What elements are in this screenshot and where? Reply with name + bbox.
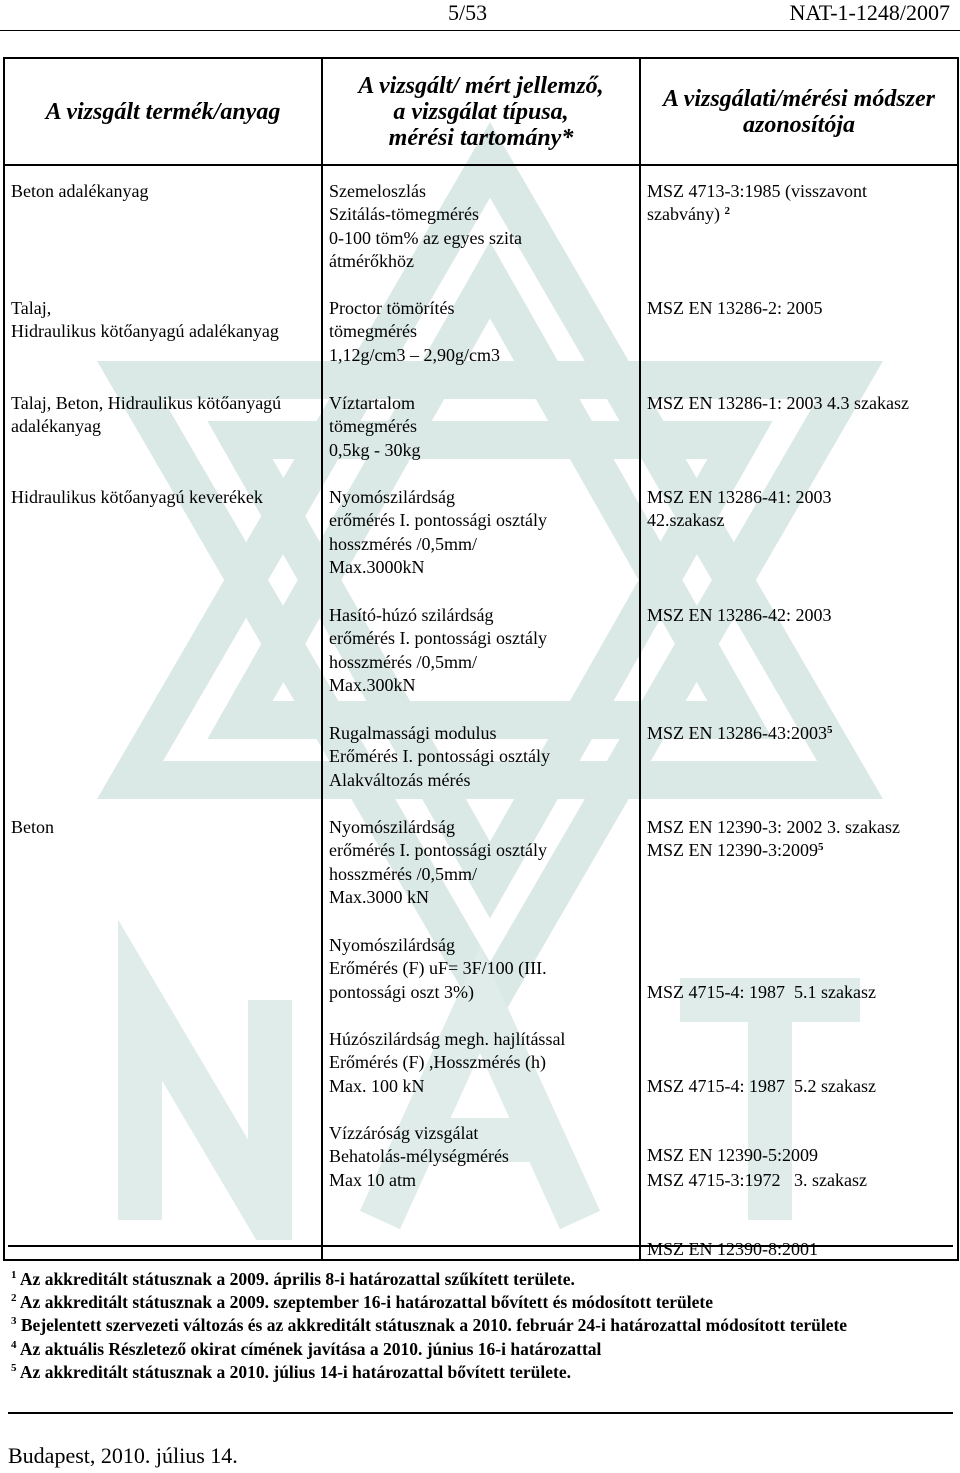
footnote-item: $^1$ Az akkreditált státusznak a 2009. április 8-i határozattal szűkített területe.	[11, 1269, 575, 1289]
footnote-item: $^5$ Az akkreditált státusznak a 2010. július 14-i határozattal bővített területe.	[11, 1361, 571, 1382]
list-item: Rugalmassági modulus Erőmérés I. pontossági osztály Alakváltozás mérés	[329, 723, 550, 790]
methods-column	[640, 165, 958, 1260]
footnote-item: $^4$ Az aktuális Részletező okirat címének javítása a 2010. június 16-i határozattal	[11, 1338, 602, 1359]
list-item: MSZ EN 13286-2: 2005	[647, 298, 823, 318]
column-header-property: A vizsgált/ mért jellemző, a vizsgálat típusa, mérési tartomány*	[322, 58, 640, 165]
list-item: Talaj, Beton, Hidraulikus kötőanyagú adalékanyag	[11, 393, 282, 437]
list-item: MSZ 4715-4: 1987 5.2 szakasz MSZ EN 12390-5:2009	[647, 1075, 876, 1166]
list-item: MSZ 4713-3:1985 (visszavont szabvány) $^2$	[647, 181, 867, 225]
list-item: Nyomószilárdság erőmérés I. pontossági osztály hosszmérés /0,5mm/ Max.3000kN	[329, 487, 547, 577]
document-id: NAT-1-1248/2007	[789, 0, 950, 25]
bottom-rule	[8, 1412, 953, 1414]
list-item: MSZ EN 13286-42: 2003	[647, 605, 832, 625]
list-item: Beton adalékanyag	[11, 181, 149, 201]
list-item: Talaj, Hidraulikus kötőanyagú adalékanyag	[11, 298, 279, 342]
list-item: Proctor tömörítés tömegmérés 1,12g/cm3 – 2,90g/cm3	[329, 298, 500, 365]
column-header-product: A vizsgált termék/anyag	[4, 58, 322, 165]
list-item: Szemeloszlás Szitálás-tömegmérés 0-100 töm% az egyes szita átmérőkhöz	[329, 181, 522, 271]
table-header-row	[4, 58, 958, 165]
list-item: MSZ EN 13286-1: 2003 4.3 szakasz	[647, 393, 909, 413]
properties-column	[322, 165, 640, 1260]
list-item: Nyomószilárdság erőmérés I. pontossági osztály hosszmérés /0,5mm/ Max.3000 kN	[329, 817, 547, 907]
list-item: MSZ 4715-3:1972 3. szakasz MSZ EN 12390-8:2001	[647, 1169, 867, 1260]
list-item: Vízzáróság vizsgálat Behatolás-mélységmérés Max 10 atm	[329, 1123, 509, 1190]
list-item: Húzószilárdság megh. hajlítással Erőmérés (F) ,Hosszmérés (h) Max. 100 kN	[329, 1029, 566, 1096]
list-item: MSZ 4715-4: 1987 5.1 szakasz	[647, 981, 876, 1002]
footnote-item: $^3$ Bejelentett szervezeti változás és az akkreditált státusznak a 2010. február 24-i határozattal módosított területe	[11, 1315, 848, 1336]
place-and-date: Budapest, 2010. július 14.	[8, 1443, 238, 1468]
list-item: MSZ EN 13286-43:2003$^5$	[647, 723, 833, 743]
products-column	[4, 165, 322, 1260]
list-item: Hasító-húzó szilárdság erőmérés I. pontossági osztály hosszmérés /0,5mm/ Max.300kN	[329, 605, 547, 695]
list-item: Beton	[11, 817, 54, 837]
footnote-item: $^2$ Az akkreditált státusznak a 2009. szeptember 16-i határozattal bővített és módosított területe	[11, 1292, 714, 1313]
list-item: Víztartalom tömegmérés 0,5kg - 30kg	[329, 393, 421, 460]
page-number: 5/53	[448, 0, 488, 25]
list-item: Hidraulikus kötőanyagú keverékek	[11, 487, 263, 507]
list-item: MSZ EN 13286-41: 2003 42.szakasz	[647, 487, 832, 531]
list-item: Nyomószilárdság Erőmérés (F) uF= 3F/100 (III. pontossági oszt 3%)	[329, 935, 547, 1002]
header-rule	[0, 30, 960, 31]
table-body-row	[4, 165, 958, 1260]
column-header-method: A vizsgálati/mérési módszer azonosítója	[640, 58, 958, 165]
accreditation-table	[3, 57, 959, 1261]
list-item: MSZ EN 12390-3: 2002 3. szakasz MSZ EN 12390-3:2009$^5$	[647, 817, 900, 861]
